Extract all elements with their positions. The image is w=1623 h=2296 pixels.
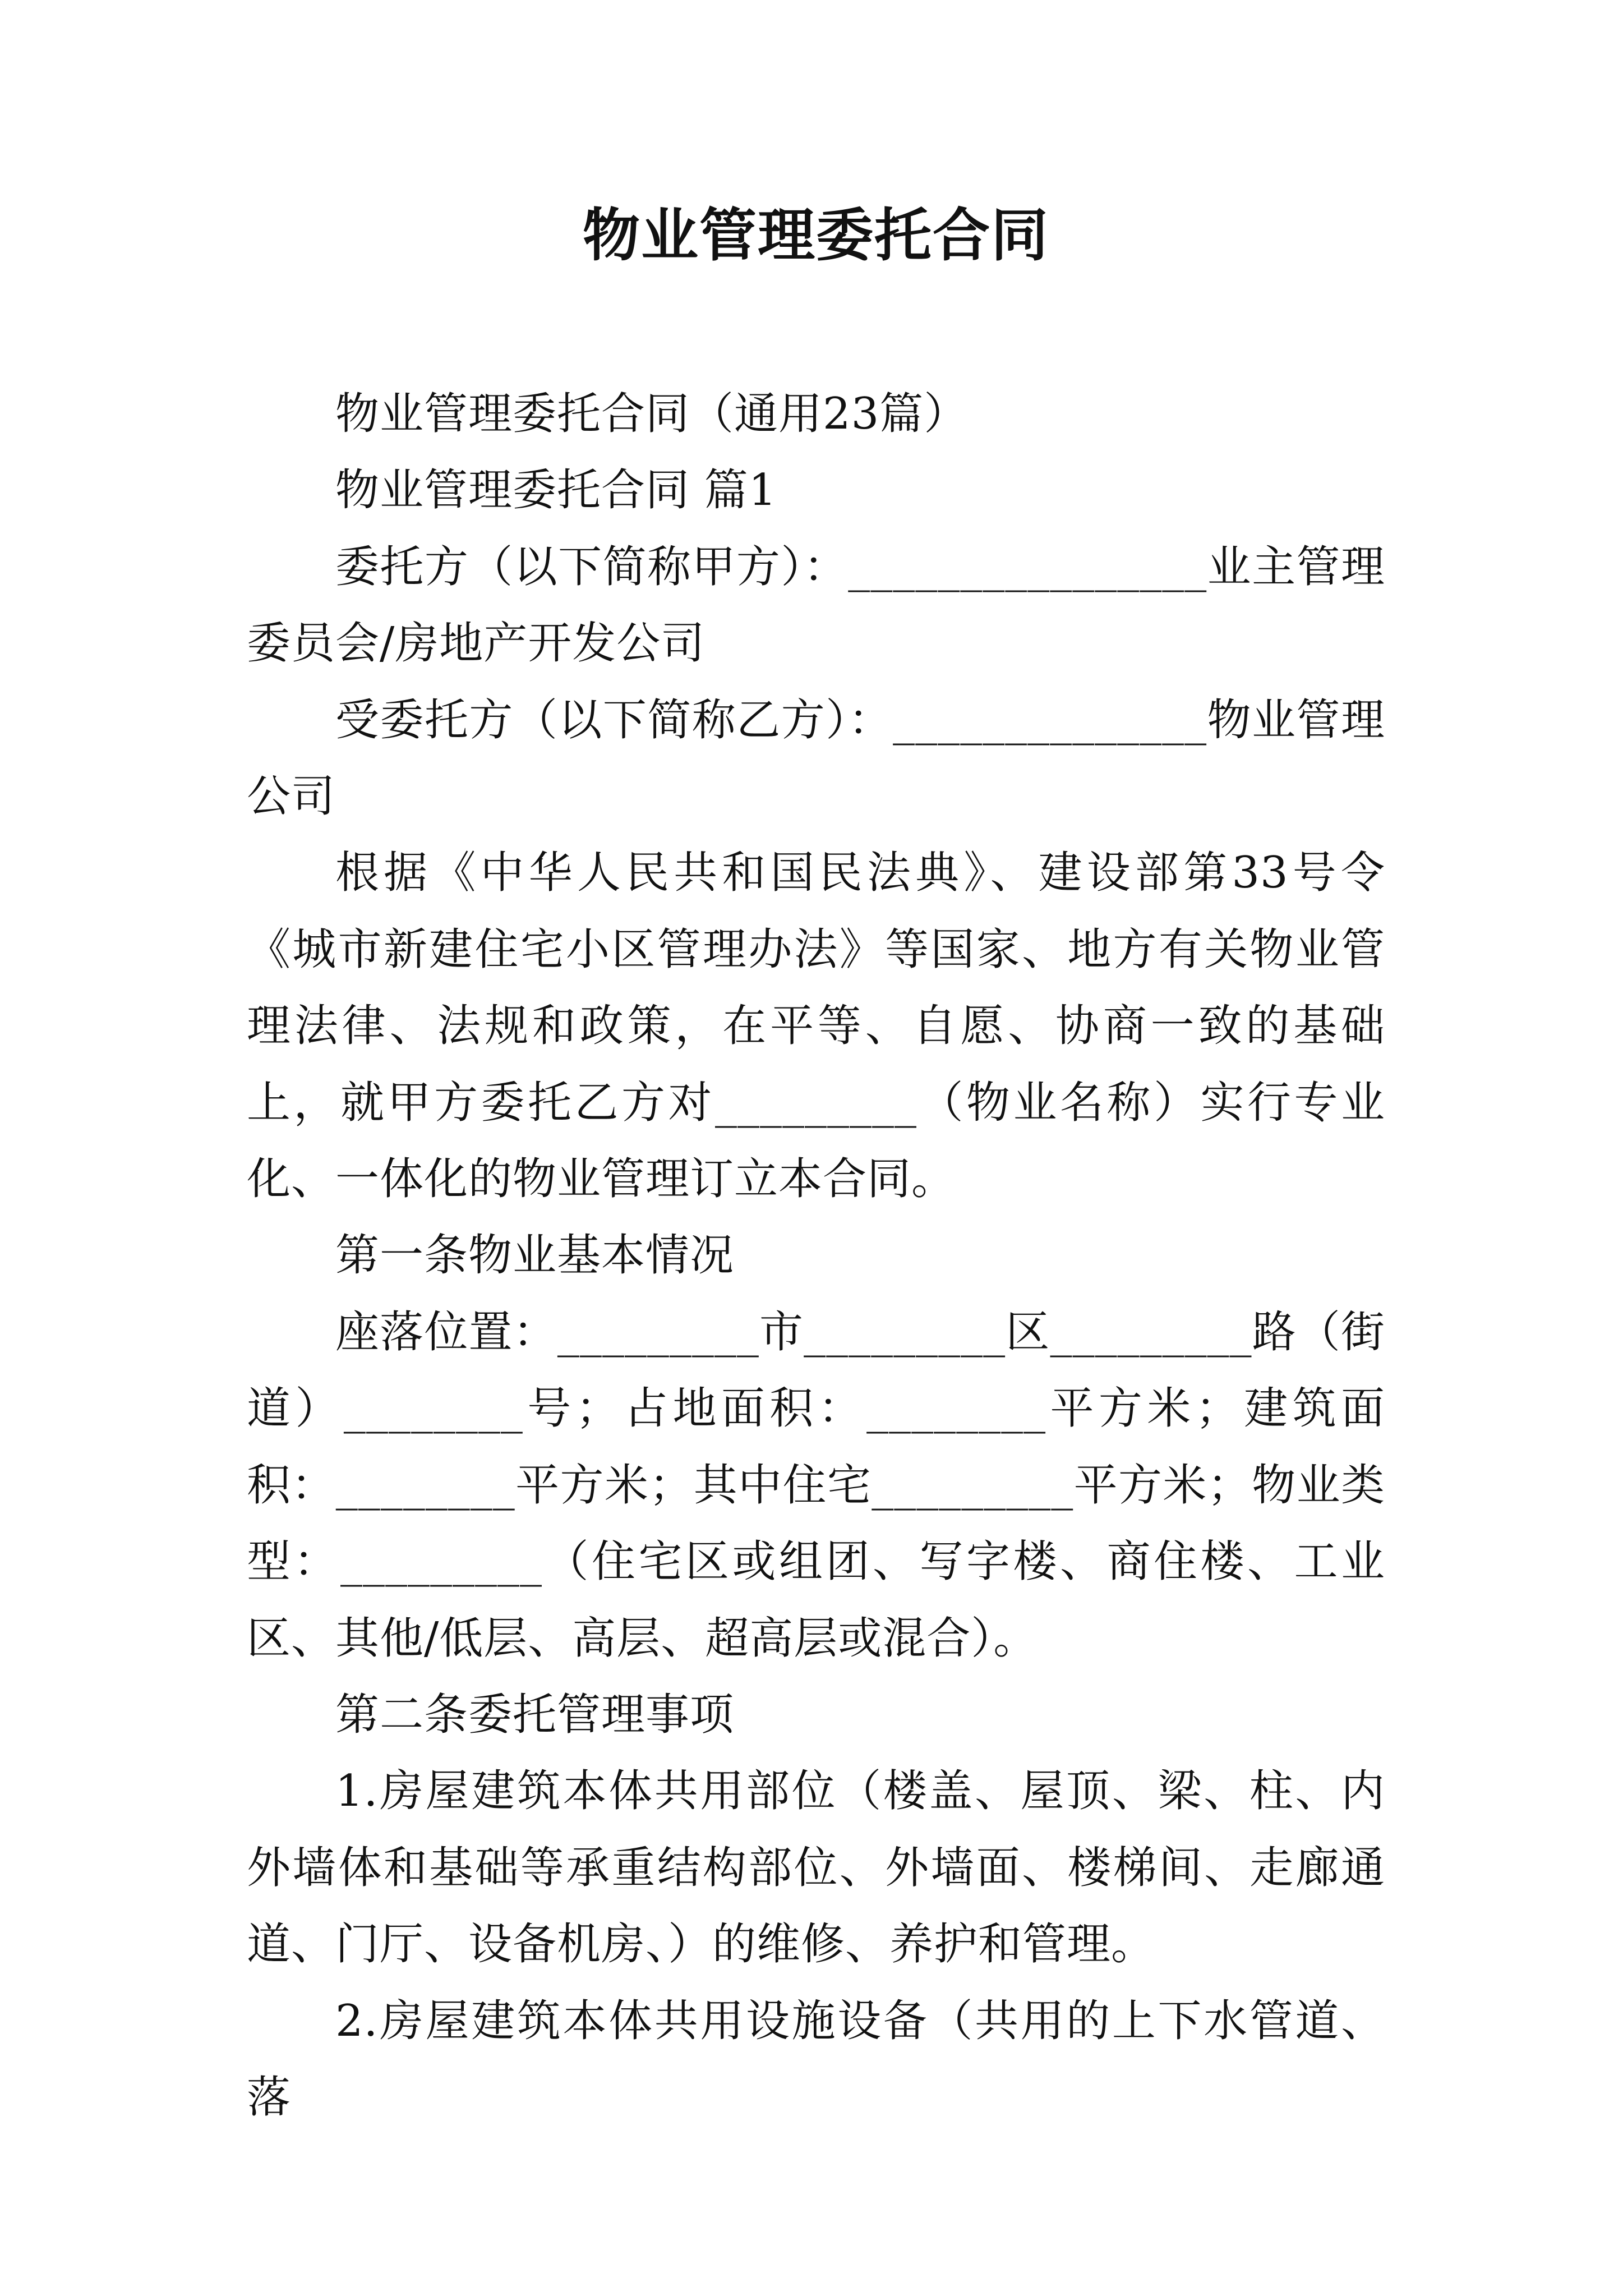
paragraph-collection-title: 物业管理委托合同（通用23篇）	[335, 389, 969, 439]
paragraph-party-a: 委托方（以下简称甲方）：________________业主管理委员会/房地产开发公司	[247, 541, 1385, 669]
paragraph-article-2-heading: 第二条委托管理事项	[335, 1689, 735, 1740]
document-title: 物业管理委托合同	[583, 202, 1049, 269]
paragraph-article-2-item-2: 2.房屋建筑本体共用设施设备（共用的上下水管道、落	[247, 1995, 1385, 2123]
paragraph-article-1-body: 座落位置：_________市_________区_________路（街道）________号；占地面积：________平方米；建筑面积：________平方米；其中住宅_________平方米；物业类型：_________（住宅区或组团、写字楼、商住楼、工业区、其他/低层、高层、超高层或混合）。	[247, 1306, 1385, 1664]
paragraph-article-2-item-1: 1.房屋建筑本体共用部位（楼盖、屋顶、梁、柱、内外墙体和基础等承重结构部位、外墙面、楼梯间、走廊通道、门厅、设备机房、）的维修、养护和管理。	[247, 1766, 1385, 1970]
paragraph-party-b: 受委托方（以下简称乙方）：______________物业管理公司	[247, 694, 1385, 822]
paragraph-section-heading: 物业管理委托合同 篇1	[335, 465, 777, 516]
paragraph-preamble: 根据《中华人民共和国民法典》、建设部第33号令《城市新建住宅小区管理办法》等国家、地方有关物业管理法律、法规和政策，在平等、自愿、协商一致的基础上，就甲方委托乙方对_________（物业名称）实行专业化、一体化的物业管理订立本合同。	[247, 848, 1385, 1205]
paragraph-article-1-heading: 第一条物业基本情况	[335, 1230, 735, 1281]
document-body	[247, 376, 1385, 2136]
